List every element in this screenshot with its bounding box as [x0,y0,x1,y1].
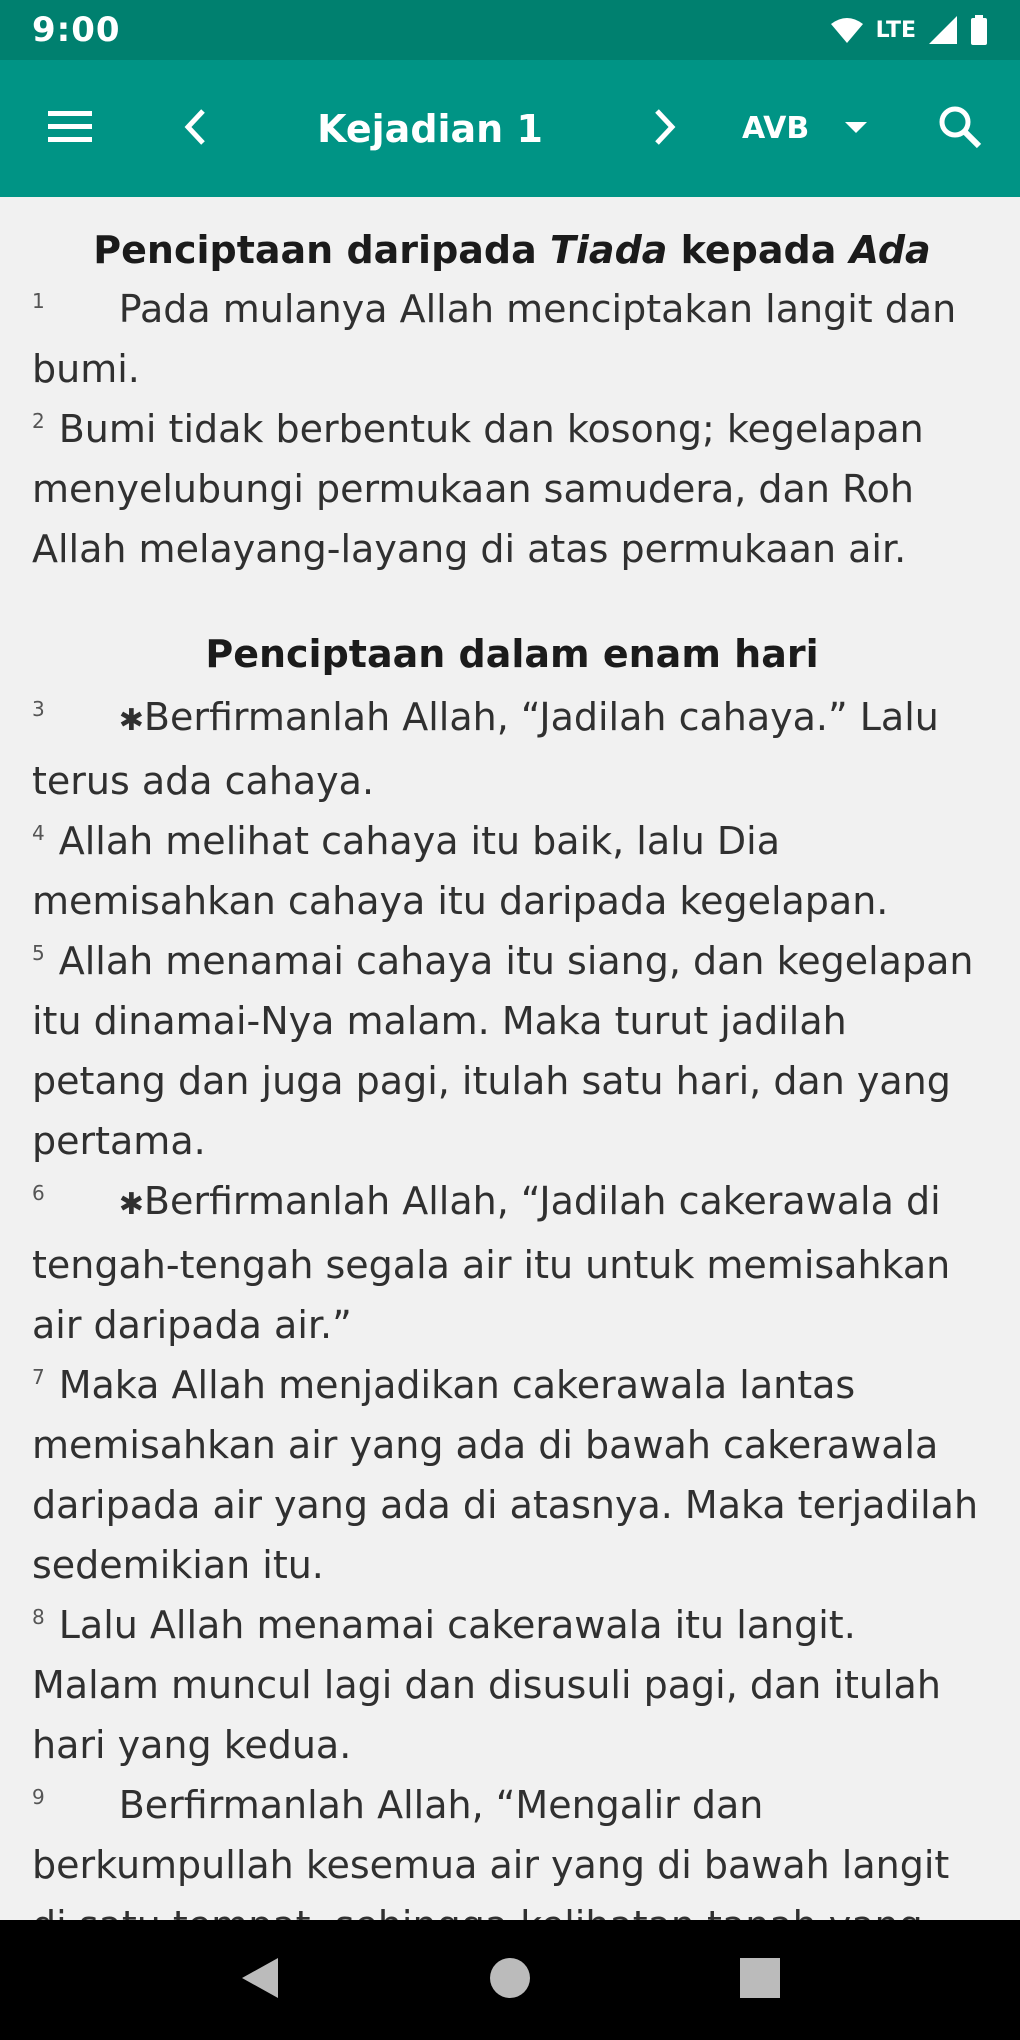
chevron-left-icon [183,108,207,150]
search-icon [938,105,982,153]
scripture-content[interactable] [0,197,1020,1920]
chapter-title[interactable]: Kejadian 1 [317,106,543,151]
cross-reference-marker[interactable]: ✱ [118,1187,144,1222]
verse-number: 6 [32,1181,45,1205]
verse[interactable] [32,1595,992,1775]
back-icon [240,1956,280,2004]
verse-text: Berfirmanlah Allah, “Jadilah cahaya.” Lalu terus ada cahaya. [32,695,939,803]
verse-number: 7 [32,1365,45,1389]
heading-text: Penciptaan daripada [93,228,550,272]
battery-icon [970,15,988,45]
wifi-icon [830,16,864,44]
version-dropdown[interactable] [742,60,902,197]
heading-text: kepada [667,228,850,272]
verse[interactable] [32,399,992,579]
verse-number: 3 [32,697,45,721]
verse-number: 4 [32,821,45,845]
status-bar [0,0,1020,60]
verse-number: 9 [32,1785,45,1809]
verse-text: Bumi tidak berbentuk dan kosong; kegelapan menyelubungi permukaan samudera, dan Roh Allah melayang-layang di atas permukaan air. [32,407,924,571]
home-button[interactable] [480,1950,540,2010]
heading-italic-text: Ada [849,228,931,272]
signal-icon [928,15,958,45]
verse-text: Berfirmanlah Allah, “Mengalir dan berkumpullah kesemua air yang di bawah langit [32,1783,950,1887]
system-nav-bar [0,1920,1020,2040]
verse-text: Berfirmanlah Allah, “Jadilah cakerawala di tengah-tengah segala air itu untuk memisahkan air daripada air.” [32,1179,951,1347]
cross-reference-marker[interactable]: ✱ [118,703,144,738]
previous-chapter-button[interactable] [160,60,230,197]
status-icons [830,15,988,45]
next-chapter-button[interactable] [630,60,700,197]
menu-icon [46,109,94,149]
verse-text: Pada mulanya Allah menciptakan langit dan bumi. [32,287,957,391]
section-heading [32,221,992,279]
recents-button[interactable] [730,1950,790,2010]
verse[interactable] [32,279,992,399]
verse-text: Allah menamai cahaya itu siang, dan kegelapan itu dinamai-Nya malam. Maka turut jadilah petang dan juga pagi, itulah satu hari, dan yang pertama. [32,939,974,1163]
app-bar [0,60,1020,197]
verse[interactable] [32,811,992,931]
verse-text: Lalu Allah menamai cakerawala itu langit. Malam muncul lagi dan disusuli pagi, dan itulah hari yang kedua. [32,1603,941,1767]
verse[interactable] [32,1171,992,1355]
verse-number: 1 [32,289,45,313]
recents-icon [739,1957,781,2003]
verse[interactable] [32,1355,992,1595]
verse-text: Maka Allah menjadikan cakerawala lantas memisahkan air yang ada di bawah cakerawala daripada air yang ada di atasnya. Maka terjadilah sedemikian itu. [32,1363,979,1587]
back-button[interactable] [230,1950,290,2010]
verse[interactable] [32,687,992,811]
dropdown-arrow-icon [845,119,867,138]
chevron-right-icon [653,108,677,150]
verse-number: 2 [32,409,45,433]
verse-number: 5 [32,941,45,965]
verse-text: Allah melihat cahaya itu baik, lalu Dia memisahkan cahaya itu daripada kegelapan. [32,819,889,923]
network-type: LTE [875,17,916,43]
status-time: 9:00 [32,10,121,50]
verse-number: 8 [32,1605,45,1629]
section-heading: Penciptaan dalam enam hari [205,632,819,676]
version-label: AVB [742,111,810,146]
menu-button[interactable] [30,60,110,197]
search-button[interactable] [920,60,1000,197]
heading-italic-text: Tiada [549,228,668,272]
verse[interactable] [32,931,992,1171]
home-icon [488,1956,532,2004]
